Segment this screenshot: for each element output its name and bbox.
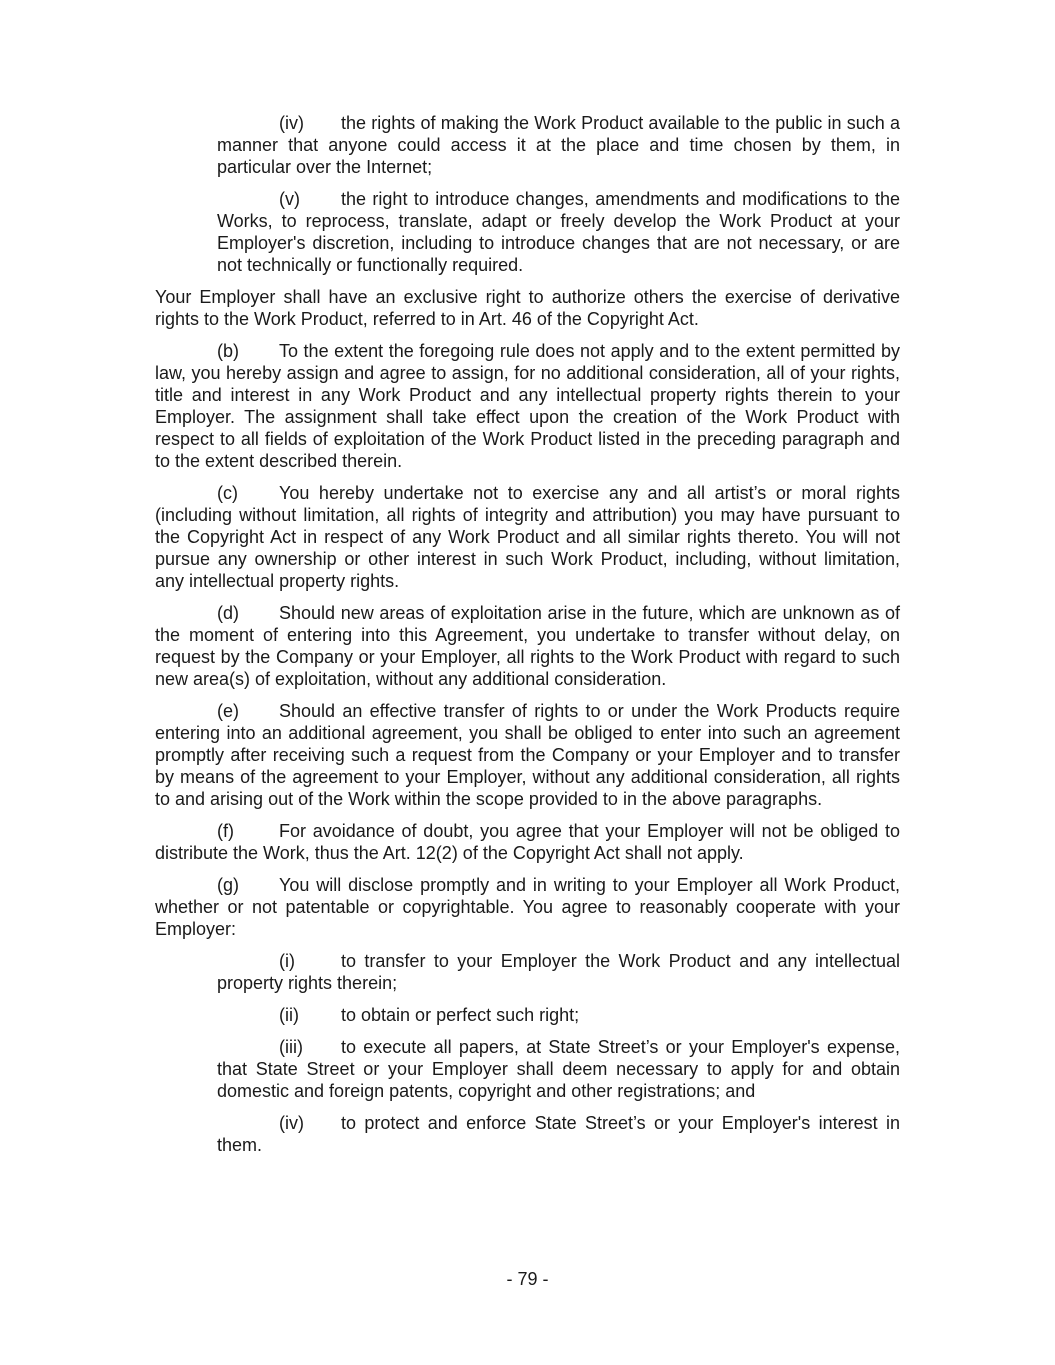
paragraph-v-modifications — [217, 188, 900, 276]
paragraph-marker: (i) — [279, 951, 295, 971]
paragraph-f-distribution — [155, 820, 900, 864]
paragraph-marker: (iii) — [279, 1037, 303, 1057]
paragraph-text: To the extent the foregoing rule does not apply and to the extent permitted by law, you hereby assign and agree to assign, for no additional consideration, all of your rights, title and interest in any Work Product and any intellectual property rights therein to your Employer. The assignment shall take effect upon the creation of the Work Product with respect to all fields of exploitation of the Work Product listed in the preceding paragraph and to the extent described therein. — [155, 341, 900, 471]
paragraph-iv-protect-interest — [217, 1112, 900, 1156]
paragraph-marker: (g) — [217, 875, 239, 895]
paragraph-text: Should new areas of exploitation arise in the future, which are unknown as of the moment of entering into this Agreement, you undertake to transfer without delay, on request by the Company or your Employer, all rights to the Work Product with regard to such new area(s) of exploitation, without any additional consideration. — [155, 603, 900, 689]
paragraph-marker: (c) — [217, 483, 238, 503]
paragraph-marker: (f) — [217, 821, 234, 841]
paragraph-text: You will disclose promptly and in writing to your Employer all Work Product, whether or not patentable or copyrightable. You agree to reasonably cooperate with your Employer: — [155, 875, 900, 939]
paragraph-text: to transfer to your Employer the Work Product and any intellectual property rights therein; — [217, 951, 900, 993]
paragraph-b-assignment — [155, 340, 900, 472]
paragraph-text: Should an effective transfer of rights to or under the Work Products require entering into an additional agreement, you shall be obliged to enter into such an agreement promptly after receiving such a request from the Company or your Employer and to transfer by means of the agreement to your Employer, without any additional consideration, all rights to and arising out of the Work within the scope provided to in the above paragraphs. — [155, 701, 900, 809]
paragraph-text: to obtain or perfect such right; — [341, 1005, 580, 1025]
paragraph-e-additional-agreement — [155, 700, 900, 810]
paragraph-c-moral-rights — [155, 482, 900, 592]
page-number: - 79 - — [506, 1269, 549, 1289]
paragraph-text: the rights of making the Work Product available to the public in such a manner that anyone could access it at the place and time chosen by them, in particular over the Internet; — [217, 113, 900, 177]
paragraph-derivative-rights — [155, 286, 900, 330]
paragraph-marker: (iv) — [279, 113, 304, 133]
paragraph-d-new-exploitation — [155, 602, 900, 690]
paragraph-marker: (b) — [217, 341, 239, 361]
paragraph-text: You hereby undertake not to exercise any and all artist’s or moral rights (including without limitation, all rights of integrity and attribution) you may have pursuant to the Copyright Act in respect of any Work Product and all similar rights thereto. You will not pursue any ownership or other interest in such Work Product, including, without limitation, any intellectual property rights. — [155, 483, 900, 591]
paragraph-marker: (e) — [217, 701, 239, 721]
paragraph-g-disclosure — [155, 874, 900, 940]
paragraph-text: Your Employer shall have an exclusive right to authorize others the exercise of derivative rights to the Work Product, referred to in Art. 46 of the Copyright Act. — [155, 287, 900, 329]
document-body — [155, 112, 900, 1166]
paragraph-iv-public-access — [217, 112, 900, 178]
paragraph-text: to execute all papers, at State Street’s or your Employer's expense, that State Street or your Employer shall deem necessary to apply for and obtain domestic and foreign patents, copyright and other registrations; and — [217, 1037, 900, 1101]
paragraph-text: the right to introduce changes, amendments and modifications to the Works, to reprocess, translate, adapt or freely develop the Work Product at your Employer's discretion, including to introduce changes that are not necessary, or are not technically or functionally required. — [217, 189, 900, 275]
paragraph-marker: (ii) — [279, 1005, 299, 1025]
paragraph-marker: (d) — [217, 603, 239, 623]
paragraph-iii-execute-papers — [217, 1036, 900, 1102]
paragraph-i-transfer — [217, 950, 900, 994]
paragraph-ii-perfect-right — [217, 1004, 900, 1026]
paragraph-marker: (iv) — [279, 1113, 304, 1133]
paragraph-text: to protect and enforce State Street’s or your Employer's interest in them. — [217, 1113, 900, 1155]
paragraph-marker: (v) — [279, 189, 300, 209]
paragraph-text: For avoidance of doubt, you agree that your Employer will not be obliged to distribute the Work, thus the Art. 12(2) of the Copyright Act shall not apply. — [155, 821, 900, 863]
